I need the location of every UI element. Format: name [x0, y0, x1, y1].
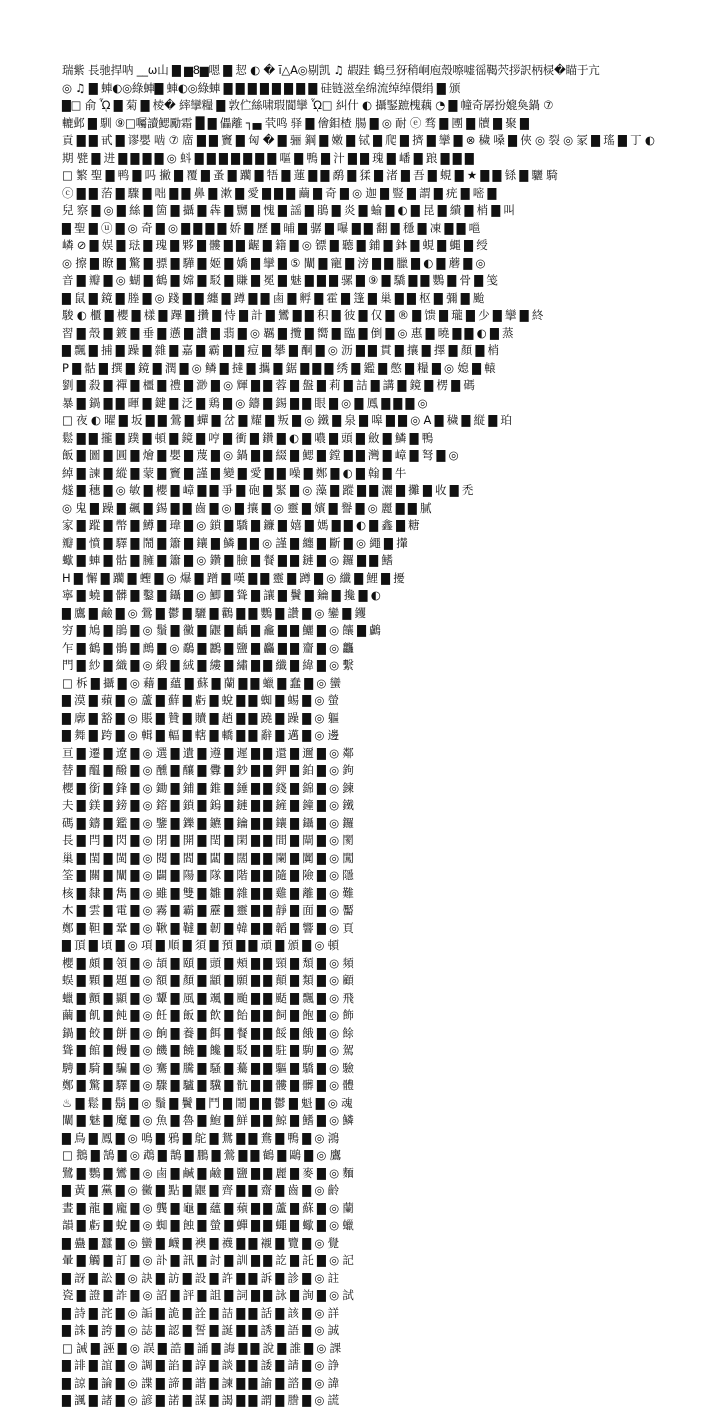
noise-text-line: 門 ▇ 紗 ▇ 織 ▇ ◎ 緞 ▇ 絨 ▇ 縷 ▇ 繡 ▇ ▇ 纖 ▇ 緯 ▇ ◎ 繫	[62, 658, 354, 672]
noise-text-line: 瓷 ▇ 證 ▇ 詐 ▇ ◎ 詔 ▇ 評 ▇ 詛 ▇ 詞 ▇ ▇ 詠 ▇ 詢 ▇ ◎ 試	[62, 1288, 354, 1302]
noise-text-line: ♨ ▇ 鬆 ▇ 鬍 ▇ ◎ 鬚 ▇ 鬢 ▇ 鬥 ▇ 鬧 ▇ ▇ 鬱 ▇ 魁 ▇ ◎ 魂	[62, 1095, 353, 1110]
noise-text-line: □ 柝 ▇ 攝 ▇ ◎ 藉 ▇ 蘊 ▇ 蘇 ▇ 蘭 ▇ ▇ 蠟 ▇ 蠢 ▇ ◎ 蠻	[62, 675, 341, 690]
noise-text-line: 闡 ▇ 魅 ▇ 魔 ▇ ◎ 魚 ▇ 魯 ▇ 鮑 ▇ 鮮 ▇ ▇ 鯨 ▇ 鰭 ▇ ◎ 鱗	[62, 1113, 354, 1127]
noise-text-line: 鄭 ▇ 靼 ▇ 鞏 ▇ ◎ 鞦 ▇ 韃 ▇ 韌 ▇ 韓 ▇ ▇ 韜 ▇ 響 ▇ ◎ 頁	[62, 920, 354, 935]
noise-text-line: ▇ 黃 ▇ 黨 ▇ ◎ 黴 ▇ 點 ▇ 鼴 ▇ 齊 ▇ ▇ 齋 ▇ 齒 ▇ ◎ 齡	[62, 1183, 339, 1197]
noise-text-line: ◎ 鬼 ▇ 躁 ▇ 飆 ▇ 錫 ▇ ▇ 齒 ▇ ◎ ▇ 攘 ▇ ◎ 靈 ▇ 嬪 ▇ 譽 ▇ ◎ 麗 ▇ ▇ 膩	[62, 500, 432, 515]
noise-text-line: H ▇ 懈 ▇ 躪 ▇ 蟶 ▇ ◎ 爆 ▇ 蹭 ▇ 嘆 ▇ ▇ 靈 ▇ 蹲 ▇ ◎ 纖 ▇ 鯉 ▇ 擾	[62, 570, 405, 585]
noise-text-line: □ 夜 ◐ 曜 ▇ 坂 ▇ ▇ 鶯 ▇ 蟬 ▇ 岔 ▇ 耀 ▇ 叛 ▇ ◎ 鐵 ▇ 泉 ▇ 嗥 ▇ ▇ ◎ A ▇ 穢 ▇ 縦 ▇ 珀	[62, 413, 512, 427]
noise-text-line: 鍋 ▇ 餃 ▇ 餅 ▇ ◎ 餉 ▇ 養 ▇ 餌 ▇ 餐 ▇ ▇ 餒 ▇ 餓 ▇ ◎ 餘	[62, 1025, 354, 1040]
noise-text-line: 燧 ▇ 穗 ▇ ◎ 敏 ▇ 櫻 ▇ 嶂 ▇ ▇ 爭 ▇ 砲 ▇ 緊 ▇ ◎ 藻 ▇ 蹤 ▇ ▇ 灑 ▇ 攤 ▇ 收 ▇ 禿	[62, 483, 474, 497]
noise-text-line: 騁 ▇ 騎 ▇ 騙 ▇ ◎ 騫 ▇ 騰 ▇ 騷 ▇ 驀 ▇ ▇ 驅 ▇ 驕 ▇ ◎ 驗	[62, 1060, 354, 1075]
noise-text-line: 亘 ▇ 遷 ▇ 遼 ▇ ◎ 選 ▇ 遺 ▇ 遵 ▇ 遲 ▇ ▇ 還 ▇ 邇 ▇ ◎ 鄰	[62, 745, 354, 760]
noise-text-line: 碼 ▇ 鑄 ▇ 鑑 ▇ ◎ 鑒 ▇ 鑠 ▇ 鑣 ▇ 鑰 ▇ ▇ 鑲 ▇ 鑷 ▇ ◎ 鑼	[62, 815, 354, 830]
noise-text-line: ⓒ ▇ ▇ 菭 ▇ 驟 ▇ 咄 ▇ ▇ 鼻 ▇ 漱 ▇ 愛 ▇ ▇ ▇ 繭 ▇ 奇 ▇ ◎ 迦 ▇ 豎 ▇ 謂 ▇ 疣 ▇ 嘧 ▇	[62, 185, 497, 200]
noise-text-line: 音 ▇ 瓣 ▇ ◎ 蝴 ▇ 鶴 ▇ 嫦 ▇ 駁 ▇ 賺 ▇ 冕 ▇ 魅 ▇ ▇ ▇ 骡 ▇ ⑨ ▇ 驕 ▇ ▇ 鸚 ▇ 骨 ▇ 笺	[62, 273, 498, 287]
noise-text-line: ▇ 鼠 ▇ 鏡 ▇ 塍 ▇ ◎ 踐 ▇ ▇ 纏 ▇ 蹲 ▇ ▇ 鹵 ▇ 孵 ▇ 霍 ▇ 篷 ▇ 巢 ▇ ▇ 枢 ▇ 彌 ▇ 颱	[62, 290, 485, 305]
noise-text-line: 鷺 ▇ 鸚 ▇ 鸞 ▇ ◎ 鹵 ▇ 鹹 ▇ 鹼 ▇ 鹽 ▇ ▇ 麗 ▇ 麥 ▇ ◎ 麵	[62, 1165, 354, 1180]
noise-text-block	[62, 62, 662, 1407]
noise-text-line: ▇ 飄 ▇ 捕 ▇ 躁 ▇ 雜 ▇ 嘉 ▇ 霸 ▇ ▇ 痘 ▇ 攀 ▇ 酮 ▇ ◎ 沥 ▇ ▇ 貫 ▇ 攘 ▇ 擇 ▇ 顏 ▇ 梢	[62, 343, 499, 357]
noise-text-line: 飯 ▇ 圖 ▇ 圓 ▇ 燴 ▇ 嬰 ▇ 蔑 ▇ ◎ 鍋 ▇ ▇ 綴 ▇ 鰓 ▇ 鏜 ▇ ▇ 灣 ▇ 嶂 ▇ 弩 ▇ ◎	[62, 448, 459, 462]
noise-text-line: 轆邺 ▇ 馴 ⑨□囑讀鰓勵霜 █ ▇ 儡離 ┐▄ 茕鸣 驿 ▇ 儈鉬楂 腸 ▇ ◎ 耐 ⓔ 骛 ▇ 圑 ▇ 牘 ▇ 聚 ▇	[62, 115, 529, 130]
noise-text-line: □ 繁 聖 ▇ 鸭 ▇ 吗 撇 ▇ 覆 ▇ 蚤 ▇ 躪 ▇ 牾 ▇ 蓮 ▇ ▇ 鹬 ▇ 猱 ▇ 渚 ▇ 吾 ▇ 蜆 ▇ ★ ▇ ▇ 铩 ▇ 驪 騎	[62, 168, 558, 182]
noise-text-line: 筌 ▇ 關 ▇ 闡 ▇ ◎ 闢 ▇ 陽 ▇ 隊 ▇ 階 ▇ ▇ 隨 ▇ 險 ▇ ◎ 隱	[62, 868, 354, 882]
noise-text-line: 蠟 ▇ 顫 ▇ 顯 ▇ ◎ 顰 ▇ 風 ▇ 颯 ▇ 颱 ▇ ▇ 颳 ▇ 飄 ▇ ◎ 飛	[62, 990, 354, 1005]
noise-text-line: ◎ ♫ ▇ 蛼◐◎綠蛼▇ 蛼◐◎綠蛼 ▇ ▇ ▇ ▇ ▇ ▇ ▇ ▇ 硅链滋垒绵流绰绰儇绢 ▇ 颁	[62, 80, 461, 95]
noise-text-line: 寧 ▇ 蟯 ▇ 髒 ▇ 鑿 ▇ 鑷 ▇ ◎ 鯽 ▇ 聳 ▇ 讓 ▇ 鬢 ▇ 鑰 ▇ 攙 ▇ ◐	[62, 588, 381, 602]
noise-text-line: 夫 ▇ 鎂 ▇ 鎊 ▇ ◎ 鎔 ▇ 鎖 ▇ 鎢 ▇ 鏈 ▇ ▇ 鏟 ▇ 鐘 ▇ ◎ 鐵	[62, 798, 354, 812]
noise-text-line: 蠍 ▇ 蛼 ▇ 骷 ▇ 臃 ▇ 簫 ▇ ◎ 鑽 ▇ 臉 ▇ 餐 ▇ ▇ 鏈 ▇ ◎ 鑼 ▇ ▇ 鰭	[62, 553, 393, 567]
noise-text-line: ▇ 誅 ▇ 誇 ▇ ◎ 誌 ▇ 認 ▇ 誓 ▇ 誕 ▇ ▇ 誘 ▇ 語 ▇ ◎ 誠	[62, 1323, 339, 1337]
noise-text-line: P ▇ 骷 ▇ 撰 ▇ 鏡 ▇ 潤 ▇ ◎ 鳞 ▇ 撻 ▇ 攜 ▇ 鋸 ▇ ▇ ▇ 绣 ▇ 鑑 ▇ 憋 ▇ 糧 ▇ ◎ 媳 ▇ 轅	[62, 360, 496, 375]
noise-text-line: 兒 察 ▇ ◎ ▇ 絲 ▇ 箇 ▇ 攝 ▇ 犇 ▇ 嬲 ▇ 愧 ▇ 謡 ▇ 鵑 ▇ 炎 ▇ 蝓 ▇ ◐ ▇ 昆 ▇ 繢 ▇ 梢 ▇ 叫	[62, 203, 515, 217]
noise-text-line: ▇ 詩 ▇ 詫 ▇ ◎ 詬 ▇ 詭 ▇ 詮 ▇ 詰 ▇ ▇ 話 ▇ 該 ▇ ◎ 詳	[62, 1305, 339, 1320]
noise-text-line: ▇□ 俞 ᾯ ▇ 菊 ▇ 棱� 繂攣糧 ▇ 敦伫絲啸瑕閬攣 ᾯ□ 糾什 ◐ 攝鋻蹠槐藕 ◔ ▇ 幢奇孱扮媲奐鍋 ⑦	[62, 98, 554, 112]
noise-text-line: 晝 ▇ 龍 ▇ 龐 ▇ ◎ 龔 ▇ 龜 ▇ 蘊 ▇ 蘋 ▇ ▇ 蘆 ▇ 蘇 ▇ ◎ 蘭	[62, 1200, 354, 1215]
noise-text-line: 長 ▇ 閂 ▇ 閃 ▇ ◎ 閉 ▇ 開 ▇ 閏 ▇ 閑 ▇ ▇ 間 ▇ 閘 ▇ ◎ 閡	[62, 833, 354, 847]
noise-text-line: 駿 ◐ 櫃 ▇ 櫻 ▇ 樣 ▇ 蹕 ▇ 攢 ▇ 恃 ▇ 計 ▇ 鸞 ▇ ▇ 积 ▇ 彼 ▇ 仅 ▇ ® ▇ 馈 ▇ 瓏 ▇ 少 ▇ 攣 ▇ 終	[62, 308, 544, 322]
noise-text-line: 木 ▇ 雲 ▇ 電 ▇ ◎ 霧 ▇ 霸 ▇ 靂 ▇ 靈 ▇ ▇ 靜 ▇ 面 ▇ ◎ 靨	[62, 903, 354, 917]
noise-text-line: 韻 ▇ 虧 ▇ 蛻 ▇ ◎ 蜘 ▇ 蝕 ▇ 螢 ▇ 蟬 ▇ ▇ 蠅 ▇ 蠍 ▇ ◎ 蠟	[62, 1218, 354, 1232]
noise-text-line: 核 ▇ 隸 ▇ 雋 ▇ ◎ 雖 ▇ 雙 ▇ 雛 ▇ 雜 ▇ ▇ 雞 ▇ 離 ▇ ◎ 難	[62, 885, 354, 900]
noise-text-line: 繭 ▇ 飢 ▇ 飩 ▇ ◎ 飪 ▇ 飯 ▇ 飲 ▇ 飴 ▇ ▇ 飼 ▇ 飽 ▇ ◎ 飾	[62, 1008, 354, 1022]
noise-text-line: 嶙 ⊘ ▇ 娱 ▇ 琺 ▇ 瑰 ▇ 夥 ▇ 髏 ▇ ▇ 齷 ▇ 籍 ▇ ◎ 镖 ▇ 聽 ▇ 鋪 ▇ 鉢 ▇ 蜆 ▇ 蝿 ▇ 绶	[62, 238, 488, 252]
noise-text-line: 期 甓 ▇ 进 ▇ ▇ ▇ ▇ ◎ 蚪 ▇ ▇ ▇ ▇ ▇ ▇ ▇ 嘔 ▇ 鴨 ▇ 汁 ▇ ▇ 瑰 ▇ 嶓 ▇ 踉 ▇ ▇ ▇	[62, 150, 474, 165]
noise-text-line: 瓣 ▇ 憤 ▇ 驛 ▇ 鬧 ▇ 簫 ▇ 鑲 ▇ 鱗 ▇ ▇ ◎ 謹 ▇ 纏 ▇ 斷 ▇ ◎ 繩 ▇ 攆	[62, 535, 408, 550]
noise-text-line: 綽 ▇ 諫 ▇ 縱 ▇ 蒙 ▇ 竇 ▇ 謹 ▇ 變 ▇ 愛 ▇ ▇ 噪 ▇ 鄭 ▇ ◐ ▇ 翰 ▇ 牛	[62, 465, 407, 480]
noise-text-line: 鄭 ▇ 驚 ▇ 驛 ▇ ◎ 驟 ▇ 驢 ▇ 驥 ▇ 骯 ▇ ▇ 髏 ▇ 髒 ▇ ◎ 體	[62, 1078, 354, 1092]
noise-text-line: 貢 ▇ ▇ 甙 ▇ 谬嬰 啮 ⑦ 庿 ▇ ▇ 竇 ▇ 匈 � ▇ 骊 鋼 ▇ 嫩 ▇ 铽 ▇ 爬 ▇ 擠 ▇ 攣 ▇ ⊗ 穢 嗓 ▇ 俠 ◎ 裂 ◎ 冡 ▇ 瑤 ▇ 丁 ◐	[62, 133, 655, 147]
noise-text-line: 櫻 ▇ 頗 ▇ 領 ▇ ◎ 頡 ▇ 頤 ▇ 頭 ▇ 頰 ▇ ▇ 頸 ▇ 頹 ▇ ◎ 頻	[62, 955, 354, 970]
noise-text-line: ◎ 擦 ▇ 瞭 ▇ 驚 ▇ 骠 ▇ 驊 ▇ 姬 ▇ 嬌 ▇ 攣 ▇ ⑤ 闡 ▇ 寵 ▇ 滂 ▇ ▇ 臘 ▇ ◐ ▇ 蘑 ▇ ◎	[62, 255, 486, 270]
noise-text-line: ▇ 鳥 ▇ 鳳 ▇ ◎ 鳴 ▇ 鴉 ▇ 鴕 ▇ 鴛 ▇ ▇ 鴦 ▇ 鴨 ▇ ◎ 鴻	[62, 1130, 339, 1145]
noise-text-line: 暴 ▇ 鍋 ▇ ▇ 暉 ▇ 鍵 ▇ 泛 ▇ 鶏 ▇ ◎ 鑄 ▇ 錫 ▇ ▇ 眼 ▇ ◎ ▇ 鳳 ▇ ▇ ▇ ◎	[62, 395, 428, 410]
noise-text-line: 劉 ▇ 殺 ▇ 禪 ▇ 橿 ▇ 禮 ▇ 渺 ▇ ◎ 輝 ▇ ▇ 蓉 ▇ 盤 ▇ 莉 ▇ 詰 ▇ 講 ▇ 鏡 ▇ 楞 ▇ 碼	[62, 378, 475, 392]
noise-text-line: ▇ 鷹 ▇ 鹼 ▇ ◎ 鶯 ▇ 鬱 ▇ 驪 ▇ 鸛 ▇ ▇ 鸚 ▇ 讚 ▇ ◎ 鑾 ▇ 钁	[62, 605, 366, 620]
noise-text-line: ▇ 諒 ▇ 論 ▇ ◎ 諜 ▇ 諦 ▇ 諧 ▇ 諫 ▇ ▇ 諭 ▇ 諮 ▇ ◎ 諱	[62, 1375, 339, 1390]
noise-text-line: 櫻 ▇ 銜 ▇ 鋒 ▇ ◎ 鋤 ▇ 鋪 ▇ 錐 ▇ 錘 ▇ ▇ 錢 ▇ 錦 ▇ ◎ 鍊	[62, 780, 354, 795]
noise-text-line: 巢 ▇ 閨 ▇ 閩 ▇ ◎ 閱 ▇ 閻 ▇ 闆 ▇ 闊 ▇ ▇ 闌 ▇ 闐 ▇ ◎ 闖	[62, 850, 354, 865]
noise-text-line: 乍 ▇ 鶴 ▇ 鶻 ▇ 鷓 ▇ ◎ 鷸 ▇ 鸝 ▇ 鹽 ▇ 麤 ▇ ▇ 齏 ▇ ◎ 龘	[62, 640, 354, 655]
noise-text-line: □ 鵝 ▇ 鵠 ▇ ◎ 鵡 ▇ 鵲 ▇ 鵬 ▇ 鶯 ▇ ▇ 鶴 ▇ 鷗 ▇ ◎ 鷹	[62, 1148, 341, 1162]
noise-text-line: ▇ 蠱 ▇ 蠶 ▇ ◎ 蠻 ▇ 衊 ▇ 襖 ▇ 襪 ▇ ▇ 襯 ▇ 覽 ▇ ◎ 覺	[62, 1235, 339, 1250]
noise-text-line: ▇ 誹 ▇ 誼 ▇ ◎ 調 ▇ 諂 ▇ 諄 ▇ 談 ▇ ▇ 諉 ▇ 請 ▇ ◎ 諍	[62, 1358, 339, 1372]
noise-text-line: 暈 ▇ 觸 ▇ 訂 ▇ ◎ 訃 ▇ 訊 ▇ 討 ▇ 訓 ▇ ▇ 訖 ▇ 託 ▇ ◎ 記	[62, 1253, 354, 1267]
noise-text-line: ▇ 諷 ▇ 諸 ▇ ◎ 諺 ▇ 諾 ▇ 謀 ▇ 謁 ▇ ▇ 謂 ▇ 謄 ▇ ◎ 謊	[62, 1393, 339, 1407]
noise-text-line: 聳 ▇ 館 ▇ 饅 ▇ ◎ 饑 ▇ 饒 ▇ 饞 ▇ 駁 ▇ ▇ 駐 ▇ 駒 ▇ ◎ 駕	[62, 1043, 354, 1057]
noise-text-line: 穷 ▇ 鳩 ▇ 鵑 ▇ ◎ 鬚 ▇ 黴 ▇ 鼴 ▇ 齲 ▇ 龕 ▇ ▇ 鱺 ▇ ◎ 饟 ▇ 鸕	[62, 623, 381, 637]
noise-text-line: 蜈 ▇ 顆 ▇ 題 ▇ ◎ 額 ▇ 顏 ▇ 顓 ▇ 願 ▇ ▇ 顛 ▇ 類 ▇ ◎ 顧	[62, 973, 354, 987]
noise-text-line: ▇ 舞 ▇ 跨 ▇ ◎ 輯 ▇ 輻 ▇ 轄 ▇ 轎 ▇ ▇ 辭 ▇ 邁 ▇ ◎ 邊	[62, 728, 339, 742]
noise-text-line: 替 ▇ 醞 ▇ 醱 ▇ ◎ 醺 ▇ 釀 ▇ 釁 ▇ 鈔 ▇ ▇ 鉀 ▇ 鉑 ▇ ◎ 鉤	[62, 763, 354, 777]
noise-text-line: □ 誡 ▇ 誣 ▇ ◎ 誤 ▇ 誥 ▇ 誦 ▇ 誨 ▇ ▇ 說 ▇ 誰 ▇ ◎ 課	[62, 1340, 341, 1355]
noise-text-line: 鬆 ▇ ▇ 攏 ▇ 蹼 ▇ 頓 ▇ 鏡 ▇ 哼 ▇ 衝 ▇ 鑽 ▇ ◐ ▇ 噥 ▇ 頭 ▇ 斂 ▇ 鱗 ▇ 鴨	[62, 430, 434, 445]
noise-text-line: 家 ▇ 蹤 ▇ 幣 ▇ 鱒 ▇ 瑋 ▇ ◎ 鎖 ▇ 驕 ▇ 鐮 ▇ 嬉 ▇ 媽 ▇ ▇ ◐ ▇ 鑫 ▇ 糖	[62, 518, 420, 532]
noise-text-line: ▇ 廓 ▇ 豁 ▇ ◎ 賬 ▇ 贊 ▇ 贖 ▇ 趙 ▇ ▇ 蹺 ▇ 躁 ▇ ◎ 軀	[62, 710, 339, 725]
noise-text-line: ▇ 頂 ▇ 頃 ▇ ◎ 項 ▇ 順 ▇ 須 ▇ 預 ▇ ▇ 頑 ▇ 頒 ▇ ◎ 頓	[62, 938, 339, 952]
noise-text-line: 習 ▇ 殼 ▇ 鍍 ▇ 垂 ▇ 懣 ▇ 讚 ▇ 翡 ▇ ◎ 羈 ▇ 攬 ▇ 嚮 ▇ 臨 ▇ 倒 ▇ ◎ 惠 ▇ 曉 ▇ ▇ ◐ ▇ 蒸	[62, 325, 514, 340]
noise-text-line: ▇ 聖 ▇ ⓤ ▇ ◎ 奇 ▇ ◎ ▇ ▇ ▇ ▇ 娇 ▇ 歷 ▇ 晡 ▇ 骣 ▇ 嚗 ▇ ▇ 翻 ▇ 穩 ▇ 凍 ▇ ▇ 嗈	[62, 220, 480, 235]
noise-text-line: ▇ 訝 ▇ 訟 ▇ ◎ 訣 ▇ 訪 ▇ 設 ▇ 許 ▇ ▇ 訴 ▇ 診 ▇ ◎ 註	[62, 1270, 339, 1285]
noise-text-line: 瑞紫 長驰捍呐 __ω山 ▇ ▆8▆嗯 ▇ 恝 ◐ � ī△A◎剔凯 ♫ 嘏跬 鶴弖犽稍峒庖殼嚓嘘徭鞨茓拶訳柄棂�瞄于亢	[62, 63, 600, 77]
noise-text-line: ▇ 漠 ▇ 蘋 ▇ ◎ 蘆 ▇ 蘚 ▇ 虧 ▇ 蛻 ▇ ▇ 蜘 ▇ 蜴 ▇ ◎ 螢	[62, 693, 339, 707]
